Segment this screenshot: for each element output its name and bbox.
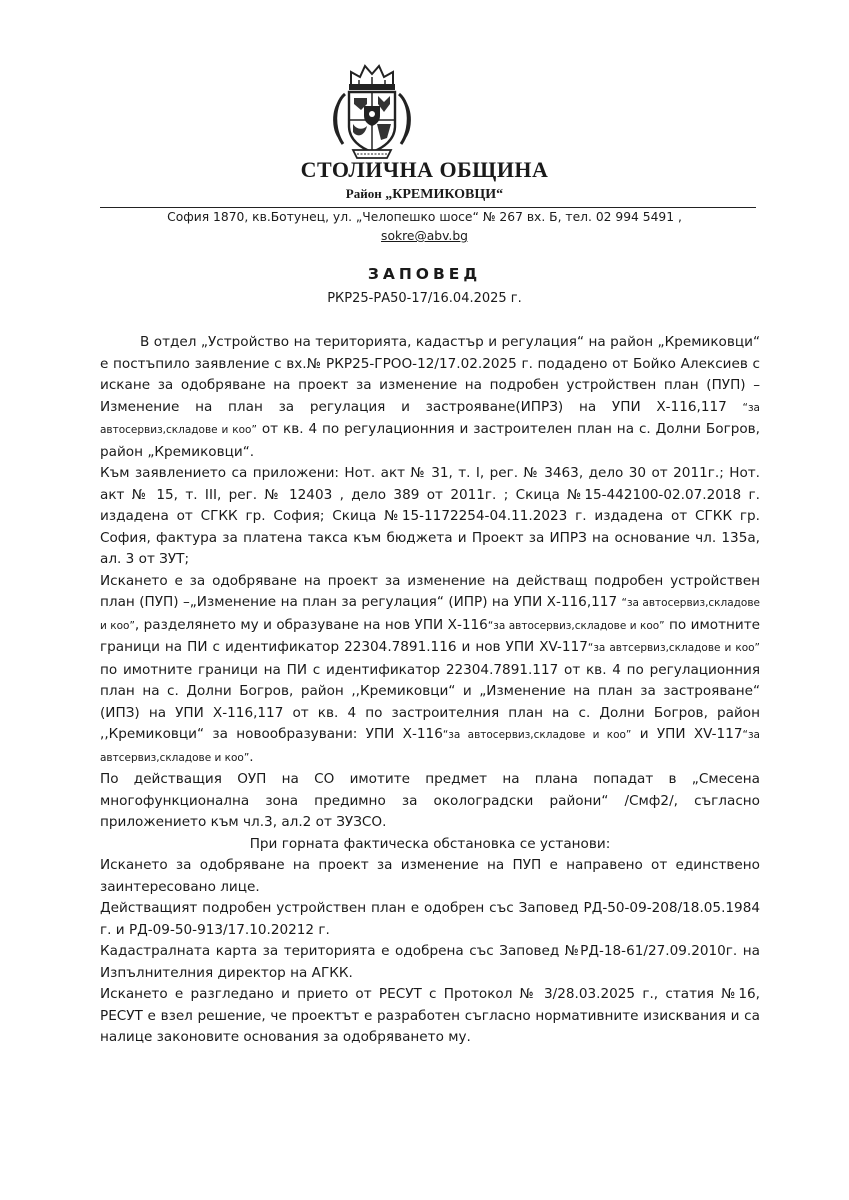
paragraph-finding-1: Искането за одобряване на проект за изменение на ПУП е направено от единствено заинтересовано лице. <box>100 857 760 895</box>
district-title: „КРЕМИКОВЦИ“ <box>385 187 504 202</box>
purpose-note: “за автосервиз,складове и коо” <box>100 597 760 632</box>
paragraph-application: В отдел „Устройство на територията, кадастър и регулация“ на район „Кремиковци“ е постъпило заявление с вх.№ РКР25-ГРОО-12/17.02.2025 г. подадено от Бойко Алексиев с искане за одобряване на проект за изменение на подробен устройствен план (ПУП) – Изменение на план за регулация и застрояване(ИПРЗ) на УПИ Х-116,117 “за автосервиз,складове и коо” от кв. 4 по регулационния и застроителен план на с. Долни Богров, район „Кремиковци“. <box>100 334 760 460</box>
district-prefix: Район <box>345 186 382 201</box>
org-name: СТОЛИЧНА ОБЩИНА <box>300 157 549 182</box>
district-name <box>0 186 849 203</box>
purpose-note: “за автосервиз,складове и коо” <box>487 619 665 632</box>
paragraph-finding-4: Искането е разгледано и прието от РЕСУТ с Протокол № 3/28.03.2025 г., статия №16, РЕСУТ е взел решение, че проектът е разработен съгласно нормативните изисквания и са налице законовите основания за одобряването му. <box>100 986 760 1045</box>
paragraph-findings-heading: При горната фактическа обстановка се установи: <box>249 835 611 852</box>
document-number: РКР25-РА50-17/16.04.2025 г. <box>327 291 522 306</box>
address-line: София 1870, кв.Ботунец, ул. „Челопешко шосе“ № 267 вх. Б, тел. 02 994 5491 , <box>167 210 682 224</box>
paragraph-finding-3: Кадастралната карта за територията е одобрена със Заповед №РД-18-61/27.09.2010г. на Изпълнителния директор на АГКК. <box>100 943 760 981</box>
paragraph-finding-2: Действащият подробен устройствен план е одобрен със Заповед РД-50-09-208/18.05.1984 г. и РД-09-50-913/17.10.20212 г. <box>100 900 760 938</box>
document-title: ЗАПОВЕД <box>367 265 482 283</box>
paragraph-request: Искането е за одобряване на проект за изменение на действащ подробен устройствен план (ПУП) –„Изменение на план за регулация“ (ИПР) на УПИ Х-116,117 “за автосервиз,складове и коо”, разделянето му и образуване на нов УПИ Х-116“за автосервиз,складове и коо” по имотните граници на ПИ с идентификатор 22304.7891.116 и нов УПИ ХV-117“за автсервиз,складове и коо” по имотните граници на ПИ с идентификатор 22304.7891.117 от кв. 4 по регулационния план на с. Долни Богров, район ,,Кремиковци“ и „Изменение на план за застрояване“ (ИПЗ) на УПИ Х-116,117 от кв. 4 по застроителния план на с. Долни Богров, район ,,Кремиковци“ за новообразувани: УПИ Х-116“за автосервиз,складове и коо” и УПИ ХV-117“за автсервиз,складове и коо”. <box>100 572 761 765</box>
paragraph-oup: По действащия ОУП на СО имотите предмет на плана попадат в „Смесена многофункционална зона предимно за околоградски райони“ /Смф2/, съгласно приложението към чл.3, ал.2 от ЗУЗСО. <box>100 771 760 830</box>
purpose-note: “за автосервиз,складове и коо” <box>442 729 632 741</box>
sofia-coat-of-arms-icon <box>327 60 417 164</box>
email-link[interactable]: sokre@abv.bg <box>381 229 468 243</box>
header-divider <box>100 207 756 208</box>
purpose-note: “за автосервиз,складове и коо” <box>100 401 760 436</box>
document-body <box>100 332 760 1049</box>
purpose-note: “за автсервиз,складове и коо” <box>587 642 760 654</box>
paragraph-attachments: Към заявлението са приложени: Нот. акт № 31, т. I, рег. № 3463, дело 30 от 2011г.; Нот. акт № 15, т. III, рег. № 12403 , дело 389 от 2011г. ; Скица №15-442100-02.07.2018 г. издадена от СГКК гр. София; Скица №15-1172254-04.11.2023 г. издадена от СГКК гр. София, фактура за платена такса към бюджета и Проект за ИПРЗ на основание чл. 135а, ал. 3 от ЗУТ; <box>100 465 760 567</box>
purpose-note: “за автсервиз,складове и коо” <box>100 729 760 764</box>
